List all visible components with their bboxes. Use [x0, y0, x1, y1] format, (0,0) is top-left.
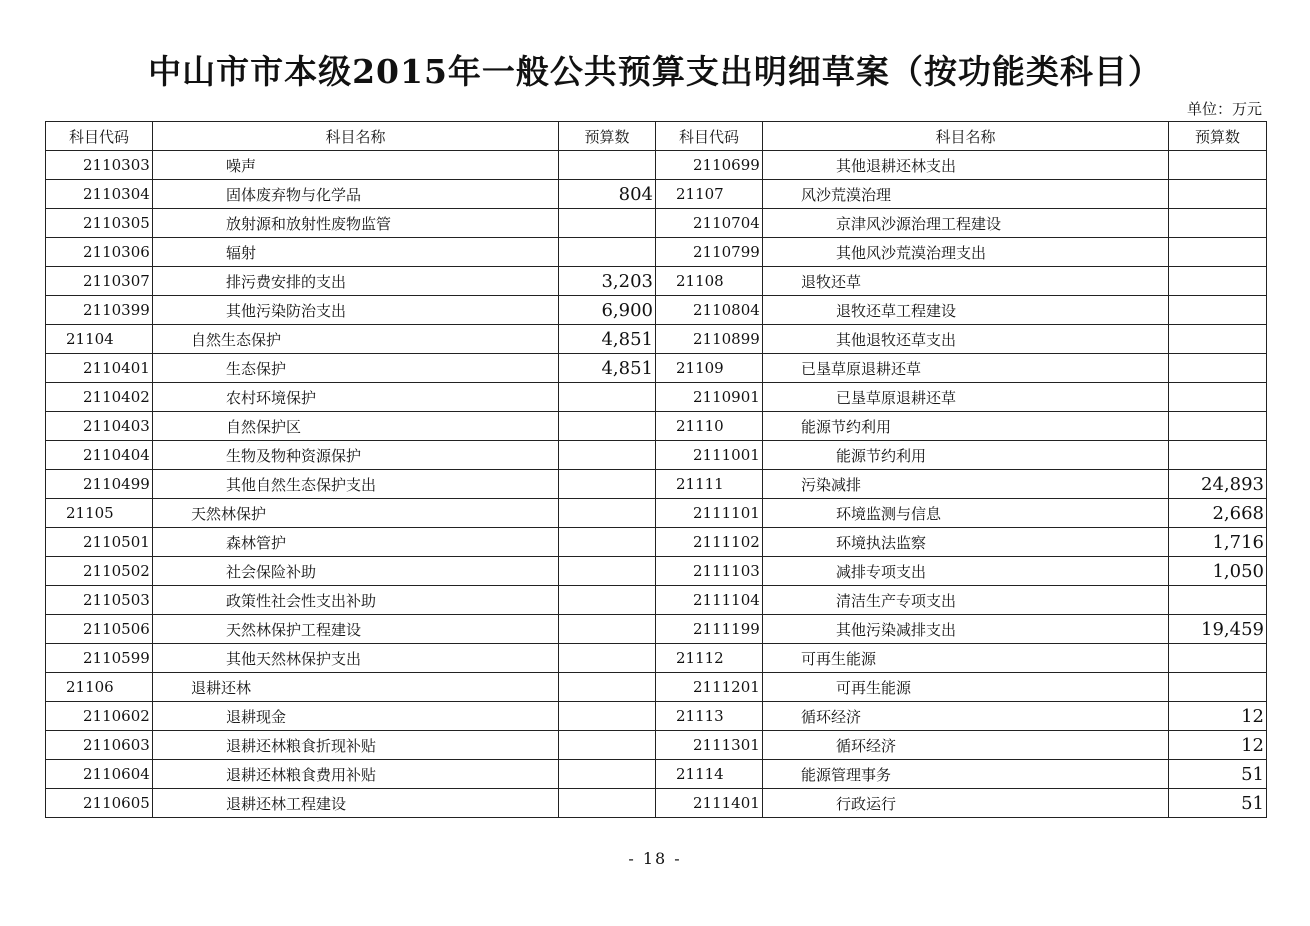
- right-name-cell: 污染减排: [763, 470, 1169, 499]
- table-row: [46, 789, 1267, 818]
- right-name-cell: 已垦草原退耕还草: [763, 354, 1169, 383]
- right-name-cell: 风沙荒漠治理: [763, 180, 1169, 209]
- right-name-cell: 减排专项支出: [763, 557, 1169, 586]
- left-name-cell: 政策性社会性支出补助: [153, 586, 559, 615]
- right-amount-cell: [1169, 267, 1267, 296]
- left-name-cell: 生物及物种资源保护: [153, 441, 559, 470]
- right-amount-cell: [1169, 673, 1267, 702]
- left-code-cell: 2110503: [46, 586, 153, 615]
- left-code-cell: 2110401: [46, 354, 153, 383]
- document-title: 中山市市本级2015年一般公共预算支出明细草案（按功能类科目）: [148, 52, 1162, 91]
- table-row: [46, 209, 1267, 238]
- table-row: [46, 238, 1267, 267]
- right-code-cell: 2111301: [656, 731, 763, 760]
- right-code-cell: 21114: [656, 760, 763, 789]
- right-amount-cell: [1169, 354, 1267, 383]
- left-name-cell: 退耕还林粮食费用补贴: [153, 760, 559, 789]
- right-code-cell: 21109: [656, 354, 763, 383]
- right-code-cell: 2110899: [656, 325, 763, 354]
- left-name-cell: 其他天然林保护支出: [153, 644, 559, 673]
- left-code-cell: 2110305: [46, 209, 153, 238]
- left-amount-cell: 4,851: [559, 354, 656, 383]
- right-name-cell: 京津风沙源治理工程建设: [763, 209, 1169, 238]
- right-name-cell: 其他污染减排支出: [763, 615, 1169, 644]
- table-row: [46, 557, 1267, 586]
- left-amount-cell: [559, 789, 656, 818]
- right-name-cell: 其他退牧还草支出: [763, 325, 1169, 354]
- left-code-cell: 2110602: [46, 702, 153, 731]
- right-amount-cell: [1169, 412, 1267, 441]
- table-row: [46, 586, 1267, 615]
- left-name-cell: 排污费安排的支出: [153, 267, 559, 296]
- left-amount-cell: [559, 238, 656, 267]
- right-code-cell: 2110799: [656, 238, 763, 267]
- left-amount-cell: [559, 760, 656, 789]
- right-code-cell: 2111103: [656, 557, 763, 586]
- right-name-cell: 退牧还草: [763, 267, 1169, 296]
- right-amount-cell: [1169, 644, 1267, 673]
- left-name-cell: 其他污染防治支出: [153, 296, 559, 325]
- right-name-cell: 环境监测与信息: [763, 499, 1169, 528]
- table-row: [46, 267, 1267, 296]
- left-code-cell: 2110603: [46, 731, 153, 760]
- right-amount-cell: 51: [1169, 760, 1267, 789]
- right-code-cell: 2110804: [656, 296, 763, 325]
- left-amount-cell: [559, 209, 656, 238]
- left-name-cell: 退耕还林工程建设: [153, 789, 559, 818]
- table-row: [46, 354, 1267, 383]
- left-code-cell: 2110304: [46, 180, 153, 209]
- left-code-cell: 2110502: [46, 557, 153, 586]
- left-code-cell: 21106: [46, 673, 153, 702]
- right-amount-cell: 19,459: [1169, 615, 1267, 644]
- header-amount-left: 预算数: [559, 122, 656, 151]
- right-amount-cell: 51: [1169, 789, 1267, 818]
- right-name-cell: 清洁生产专项支出: [763, 586, 1169, 615]
- budget-table: [45, 121, 1267, 818]
- right-code-cell: 2111401: [656, 789, 763, 818]
- left-name-cell: 其他自然生态保护支出: [153, 470, 559, 499]
- table-row: [46, 383, 1267, 412]
- left-amount-cell: [559, 586, 656, 615]
- left-amount-cell: [559, 151, 656, 180]
- right-name-cell: 能源节约利用: [763, 441, 1169, 470]
- header-code-right: 科目代码: [656, 122, 763, 151]
- right-code-cell: 2111101: [656, 499, 763, 528]
- right-code-cell: 21107: [656, 180, 763, 209]
- right-code-cell: 2111199: [656, 615, 763, 644]
- right-amount-cell: [1169, 180, 1267, 209]
- right-code-cell: 2111104: [656, 586, 763, 615]
- left-code-cell: 2110403: [46, 412, 153, 441]
- right-name-cell: 其他风沙荒漠治理支出: [763, 238, 1169, 267]
- left-amount-cell: [559, 412, 656, 441]
- table-row: [46, 470, 1267, 499]
- left-amount-cell: [559, 528, 656, 557]
- header-name-right: 科目名称: [763, 122, 1169, 151]
- right-name-cell: 其他退耕还林支出: [763, 151, 1169, 180]
- left-name-cell: 农村环境保护: [153, 383, 559, 412]
- right-amount-cell: 2,668: [1169, 499, 1267, 528]
- table-row: [46, 296, 1267, 325]
- right-amount-cell: [1169, 209, 1267, 238]
- table-row: [46, 731, 1267, 760]
- left-name-cell: 自然保护区: [153, 412, 559, 441]
- table-row: [46, 499, 1267, 528]
- right-name-cell: 循环经济: [763, 702, 1169, 731]
- right-amount-cell: 1,050: [1169, 557, 1267, 586]
- left-code-cell: 2110605: [46, 789, 153, 818]
- left-code-cell: 2110303: [46, 151, 153, 180]
- right-name-cell: 循环经济: [763, 731, 1169, 760]
- table-row: [46, 615, 1267, 644]
- right-amount-cell: [1169, 151, 1267, 180]
- table-row: [46, 180, 1267, 209]
- right-amount-cell: [1169, 441, 1267, 470]
- right-amount-cell: 12: [1169, 702, 1267, 731]
- table-row: [46, 673, 1267, 702]
- left-code-cell: 2110404: [46, 441, 153, 470]
- left-name-cell: 放射源和放射性废物监管: [153, 209, 559, 238]
- left-code-cell: 2110307: [46, 267, 153, 296]
- header-amount-right: 预算数: [1169, 122, 1267, 151]
- left-amount-cell: [559, 557, 656, 586]
- left-name-cell: 退耕还林: [153, 673, 559, 702]
- right-amount-cell: [1169, 238, 1267, 267]
- left-code-cell: 2110501: [46, 528, 153, 557]
- left-amount-cell: 4,851: [559, 325, 656, 354]
- left-amount-cell: [559, 441, 656, 470]
- right-amount-cell: 24,893: [1169, 470, 1267, 499]
- table-row: [46, 644, 1267, 673]
- left-amount-cell: [559, 499, 656, 528]
- right-amount-cell: [1169, 296, 1267, 325]
- table-row: [46, 760, 1267, 789]
- left-amount-cell: [559, 470, 656, 499]
- table-row: [46, 151, 1267, 180]
- table-row: [46, 325, 1267, 354]
- right-amount-cell: [1169, 325, 1267, 354]
- right-name-cell: 已垦草原退耕还草: [763, 383, 1169, 412]
- right-name-cell: 可再生能源: [763, 644, 1169, 673]
- left-amount-cell: 3,203: [559, 267, 656, 296]
- left-name-cell: 社会保险补助: [153, 557, 559, 586]
- page-number: - 18 -: [628, 849, 682, 868]
- left-name-cell: 退耕还林粮食折现补贴: [153, 731, 559, 760]
- left-name-cell: 森林管护: [153, 528, 559, 557]
- right-code-cell: 21110: [656, 412, 763, 441]
- unit-label: 单位：万元: [1186, 100, 1262, 118]
- right-name-cell: 能源管理事务: [763, 760, 1169, 789]
- left-name-cell: 天然林保护: [153, 499, 559, 528]
- left-amount-cell: [559, 615, 656, 644]
- table-header-row: [46, 122, 1267, 151]
- left-amount-cell: 804: [559, 180, 656, 209]
- left-name-cell: 天然林保护工程建设: [153, 615, 559, 644]
- left-code-cell: 2110599: [46, 644, 153, 673]
- table-row: [46, 441, 1267, 470]
- right-code-cell: 2110699: [656, 151, 763, 180]
- left-amount-cell: [559, 673, 656, 702]
- right-code-cell: 2111001: [656, 441, 763, 470]
- left-name-cell: 生态保护: [153, 354, 559, 383]
- right-amount-cell: [1169, 586, 1267, 615]
- right-code-cell: 2110901: [656, 383, 763, 412]
- right-code-cell: 21112: [656, 644, 763, 673]
- left-name-cell: 固体废弃物与化学品: [153, 180, 559, 209]
- header-code-left: 科目代码: [46, 122, 153, 151]
- right-amount-cell: 12: [1169, 731, 1267, 760]
- right-code-cell: 21108: [656, 267, 763, 296]
- left-name-cell: 自然生态保护: [153, 325, 559, 354]
- right-code-cell: 2111102: [656, 528, 763, 557]
- left-name-cell: 退耕现金: [153, 702, 559, 731]
- left-code-cell: 2110306: [46, 238, 153, 267]
- right-name-cell: 能源节约利用: [763, 412, 1169, 441]
- left-amount-cell: [559, 383, 656, 412]
- left-amount-cell: [559, 644, 656, 673]
- right-code-cell: 2111201: [656, 673, 763, 702]
- right-name-cell: 可再生能源: [763, 673, 1169, 702]
- table-body: [46, 151, 1267, 818]
- right-name-cell: 退牧还草工程建设: [763, 296, 1169, 325]
- left-code-cell: 21105: [46, 499, 153, 528]
- left-name-cell: 噪声: [153, 151, 559, 180]
- right-code-cell: 21113: [656, 702, 763, 731]
- left-code-cell: 2110604: [46, 760, 153, 789]
- right-name-cell: 环境执法监察: [763, 528, 1169, 557]
- left-code-cell: 2110499: [46, 470, 153, 499]
- left-code-cell: 2110399: [46, 296, 153, 325]
- left-name-cell: 辐射: [153, 238, 559, 267]
- table-row: [46, 528, 1267, 557]
- right-amount-cell: 1,716: [1169, 528, 1267, 557]
- left-amount-cell: [559, 702, 656, 731]
- left-amount-cell: [559, 731, 656, 760]
- right-name-cell: 行政运行: [763, 789, 1169, 818]
- right-amount-cell: [1169, 383, 1267, 412]
- left-code-cell: 2110506: [46, 615, 153, 644]
- left-code-cell: 2110402: [46, 383, 153, 412]
- header-name-left: 科目名称: [153, 122, 559, 151]
- table-row: [46, 412, 1267, 441]
- left-amount-cell: 6,900: [559, 296, 656, 325]
- left-code-cell: 21104: [46, 325, 153, 354]
- right-code-cell: 2110704: [656, 209, 763, 238]
- right-code-cell: 21111: [656, 470, 763, 499]
- table-row: [46, 702, 1267, 731]
